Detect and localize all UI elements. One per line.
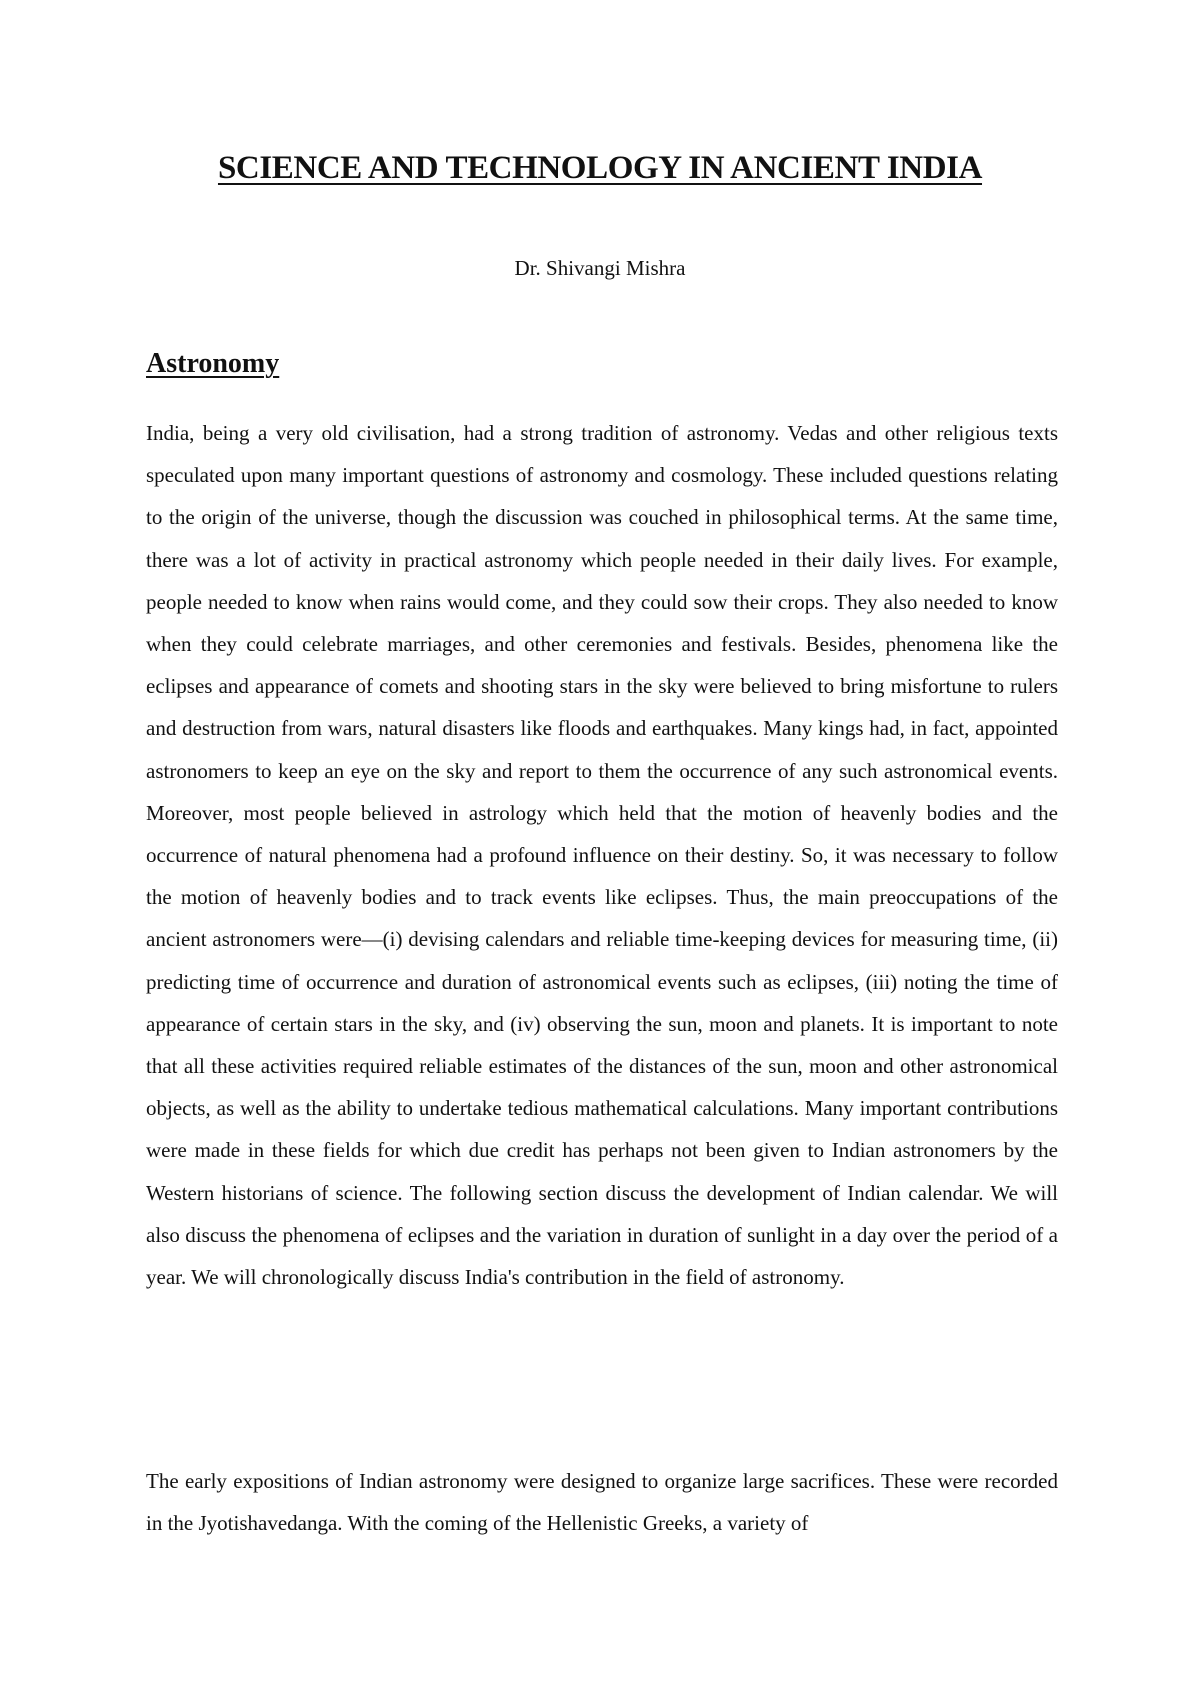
- author-name: Dr. Shivangi Mishra: [514, 256, 686, 280]
- section-heading: Astronomy: [146, 348, 280, 379]
- paragraph-2: The early expositions of Indian astronomy were designed to organize large sacrifices. These were recorded in the Jyotishavedanga. With the coming of the Hellenistic Greeks, a variety of: [146, 1469, 1058, 1536]
- page-title: SCIENCE AND TECHNOLOGY IN ANCIENT INDIA: [217, 150, 983, 186]
- paragraph-1: India, being a very old civilisation, had a strong tradition of astronomy. Vedas and other religious texts speculated upon many important questions of astronomy and cosmology. These included questions relating to the origin of the universe, though the discussion was couched in philosophical terms. At the same time, there was a lot of activity in practical astronomy which people needed in their daily lives. For example, people needed to know when rains would come, and they could sow their crops. They also needed to know when they could celebrate marriages, and other ceremonies and festivals. Besides, phenomena like the eclipses and appearance of comets and shooting stars in the sky were believed to bring misfortune to rulers and destruction from wars, natural disasters like floods and earthquakes. Many kings had, in fact, appointed astronomers to keep an eye on the sky and report to them the occurrence of any such astronomical events. Moreover, most people believed in astrology which held that the motion of heavenly bodies and the occurrence of natural phenomena had a profound influence on their destiny. So, it was necessary to follow the motion of heavenly bodies and to track events like eclipses. Thus, the main preoccupations of the ancient astronomers were—(i) devising calendars and reliable time-keeping devices for measuring time, (ii) predicting time of occurrence and duration of astronomical events such as eclipses, (iii) noting the time of appearance of certain stars in the sky, and (iv) observing the sun, moon and planets. It is important to note that all these activities required reliable estimates of the distances of the sun, moon and other astronomical objects, as well as the ability to undertake tedious mathematical calculations. Many important contributions were made in these fields for which due credit has perhaps not been given to Indian astronomers by the Western historians of science. The following section discuss the development of Indian calendar. We will also discuss the phenomena of eclipses and the variation in duration of sunlight in a day over the period of a year. We will chronologically discuss India's contribution in the field of astronomy.: [146, 421, 1058, 1290]
